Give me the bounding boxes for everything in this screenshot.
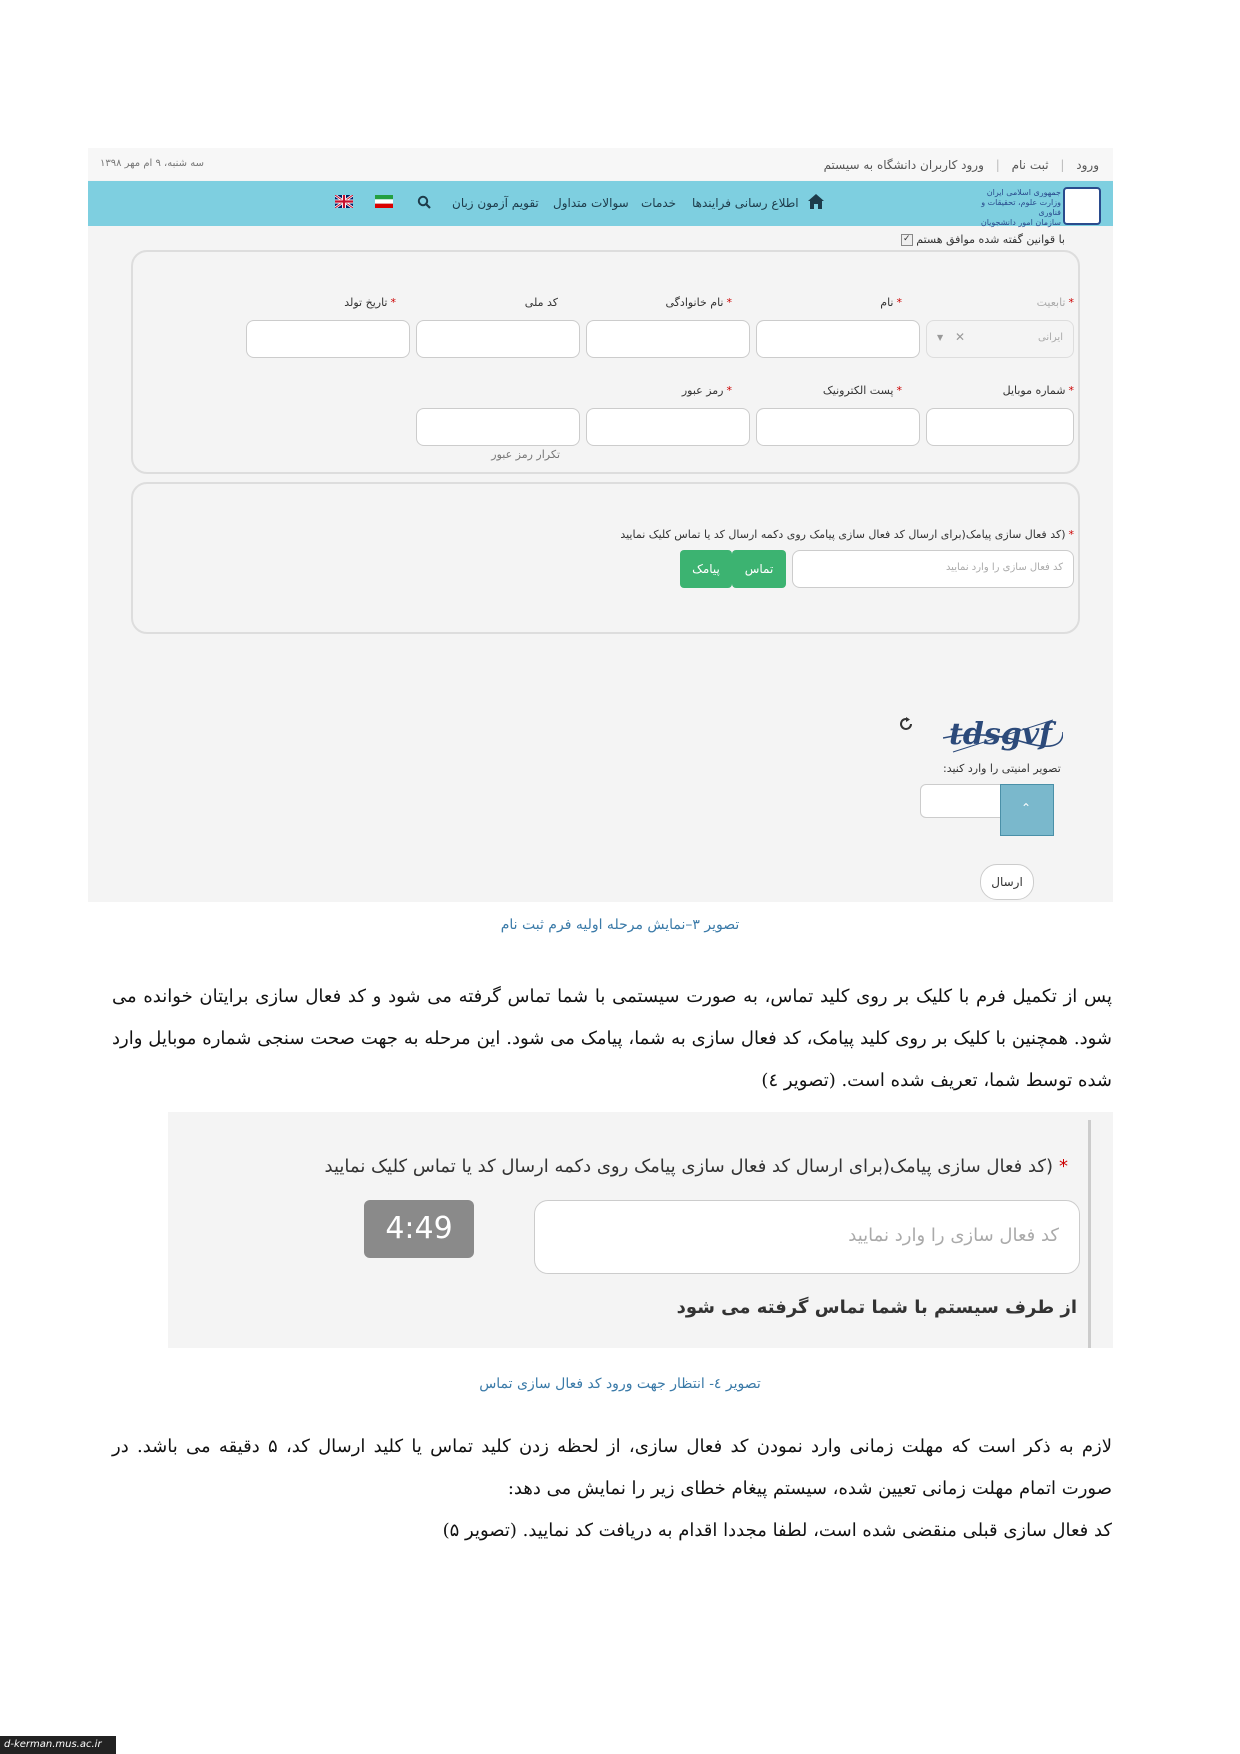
personal-info-panel [131,250,1080,474]
figure4-caption: تصویر ٤- انتظار جهت ورود کد فعال سازی تماس [479,1376,761,1392]
first-name-input[interactable] [756,320,920,358]
last-name-input[interactable] [586,320,750,358]
repeat-password-label: تکرار رمز عبور [491,448,560,461]
activation-label: *(کد فعال سازی پیامک(برای ارسال کد فعال سازی پیامک روی دکمه ارسال کد یا تماس کلیک نمایید [620,528,1074,541]
paragraph-2-line-3: کد فعال سازی قبلی منقضی شده است، لطفا مجددا اقدام به دریافت کد نمایید. (تصویر ۵) [442,1520,1112,1541]
password-label: *رمز عبور [681,384,732,397]
search-icon[interactable] [417,195,431,209]
sms-button[interactable]: پیامک [680,550,732,588]
paragraph-2-line-1: لازم به ذکر است که مهلت زمانی وارد نمودن کد فعال سازی، از لحظه زدن کلید تماس یا کلید ارسال کد، ۵ دقیقه می باشد. در [112,1436,1112,1457]
email-label: *پست الکترونیک [822,384,902,397]
nav-faq[interactable]: سوالات متداول [553,196,629,210]
iran-flag-icon[interactable] [375,195,393,208]
nationality-label: *تابعیت [1036,296,1074,309]
registration-form-screenshot [88,148,1113,902]
organization-logo [976,185,1101,227]
auth-links: ورود | ثبت نام | ورود کاربران دانشگاه به سیستم [823,158,1099,172]
terms-consent-label: با قوانین گفته شده موافق هستم [916,233,1065,246]
call-status-message: از طرف سیستم با شما تماس گرفته می شود [676,1297,1077,1318]
uk-flag-icon[interactable] [335,195,353,208]
paragraph-2 [112,1426,1112,1552]
logo-text: جمهوری اسلامی ایران وزارت علوم، تحقیقات و فناوری سازمان امور دانشجویان [980,188,1061,227]
top-bar [88,148,1113,180]
captcha-text: tdsgvf [949,717,1053,752]
mobile-input[interactable] [926,408,1074,446]
main-navbar [88,181,1113,226]
captcha-toggle-button[interactable] [1000,784,1054,836]
paragraph-2-line-2: صورت اتمام مهلت زمانی تعیین شده، سیستم پیغام خطای زیر را نمایش می دهد: [507,1478,1112,1499]
captcha-input[interactable] [920,784,1012,818]
captcha-label: تصویر امنیتی را وارد کنید: [943,762,1061,775]
chevron-down-icon[interactable]: ▼ [937,333,944,342]
panel-border [1088,1120,1091,1348]
activation-panel [131,482,1080,634]
password-input[interactable] [586,408,750,446]
refresh-icon[interactable] [898,716,914,732]
university-login-link[interactable]: ورود کاربران دانشگاه به سیستم [823,158,984,172]
first-name-label: *نام [880,296,902,309]
nav-services[interactable]: خدمات [641,196,677,210]
figure3-caption: تصویر ۳–نمایش مرحله اولیه فرم ثبت نام [500,917,740,933]
nav-processes[interactable]: اطلاع رسانی فرایندها [692,196,799,210]
birth-date-input[interactable] [246,320,410,358]
activation-label: *(کد فعال سازی پیامک(برای ارسال کد فعال سازی پیامک روی دکمه ارسال کد یا تماس کلیک نمایید [324,1156,1068,1177]
national-code-label: کد ملی [524,296,558,309]
nationality-value: ایرانی [1038,332,1063,343]
nationality-select[interactable] [926,320,1074,358]
mobile-label: *شماره موبایل [1002,384,1074,397]
terms-checkbox[interactable]: ✓ [901,234,913,246]
clear-icon[interactable]: ✕ [955,330,966,344]
paragraph-1: پس از تکمیل فرم با کلیک بر روی کلید تماس، به صورت سیستمی با شما تماس گرفته می شود و کد فعال سازی برایتان خوانده می شود. همچنین با کلیک بر روی کلید پیامک، کد فعال سازی به شما، پیامک می شود. این مرحله به جهت صحت سنجی شماره موبایل وارد شده توسط شما، تعریف شده است. (تصویر ٤) [112,986,1112,1091]
captcha-image [943,714,1063,756]
emblem-icon [1063,187,1101,225]
site-badge: d-kerman.mus.ac.ir [0,1736,116,1754]
birth-date-label: *تاریخ تولد [344,296,396,309]
submit-button[interactable]: ارسال [980,864,1034,900]
signup-link[interactable]: ثبت نام [1011,158,1049,172]
call-button[interactable]: تماس [732,550,786,588]
chevron-up-icon: ⌃ [1021,801,1032,815]
nav-language-exam-calendar[interactable]: تقویم آزمون زبان [452,196,539,210]
activation-code-placeholder: کد فعال سازی را وارد نمایید [945,562,1063,573]
activation-code-input[interactable] [534,1200,1080,1274]
activation-code-placeholder: کد فعال سازی را وارد نمایید [848,1225,1059,1246]
email-input[interactable] [756,408,920,446]
terms-consent[interactable] [895,233,1065,246]
home-icon[interactable] [807,193,825,210]
countdown-timer: 4:49 [364,1200,474,1258]
last-name-label: *نام خانوادگی [665,296,732,309]
activation-wait-screenshot [168,1112,1113,1348]
repeat-password-input[interactable] [416,408,580,446]
activation-code-input[interactable] [792,550,1074,588]
current-date: سه شنبه، ۹ ام مهر ۱۳۹۸ [100,158,204,169]
login-link[interactable]: ورود [1076,158,1099,172]
national-code-input[interactable] [416,320,580,358]
